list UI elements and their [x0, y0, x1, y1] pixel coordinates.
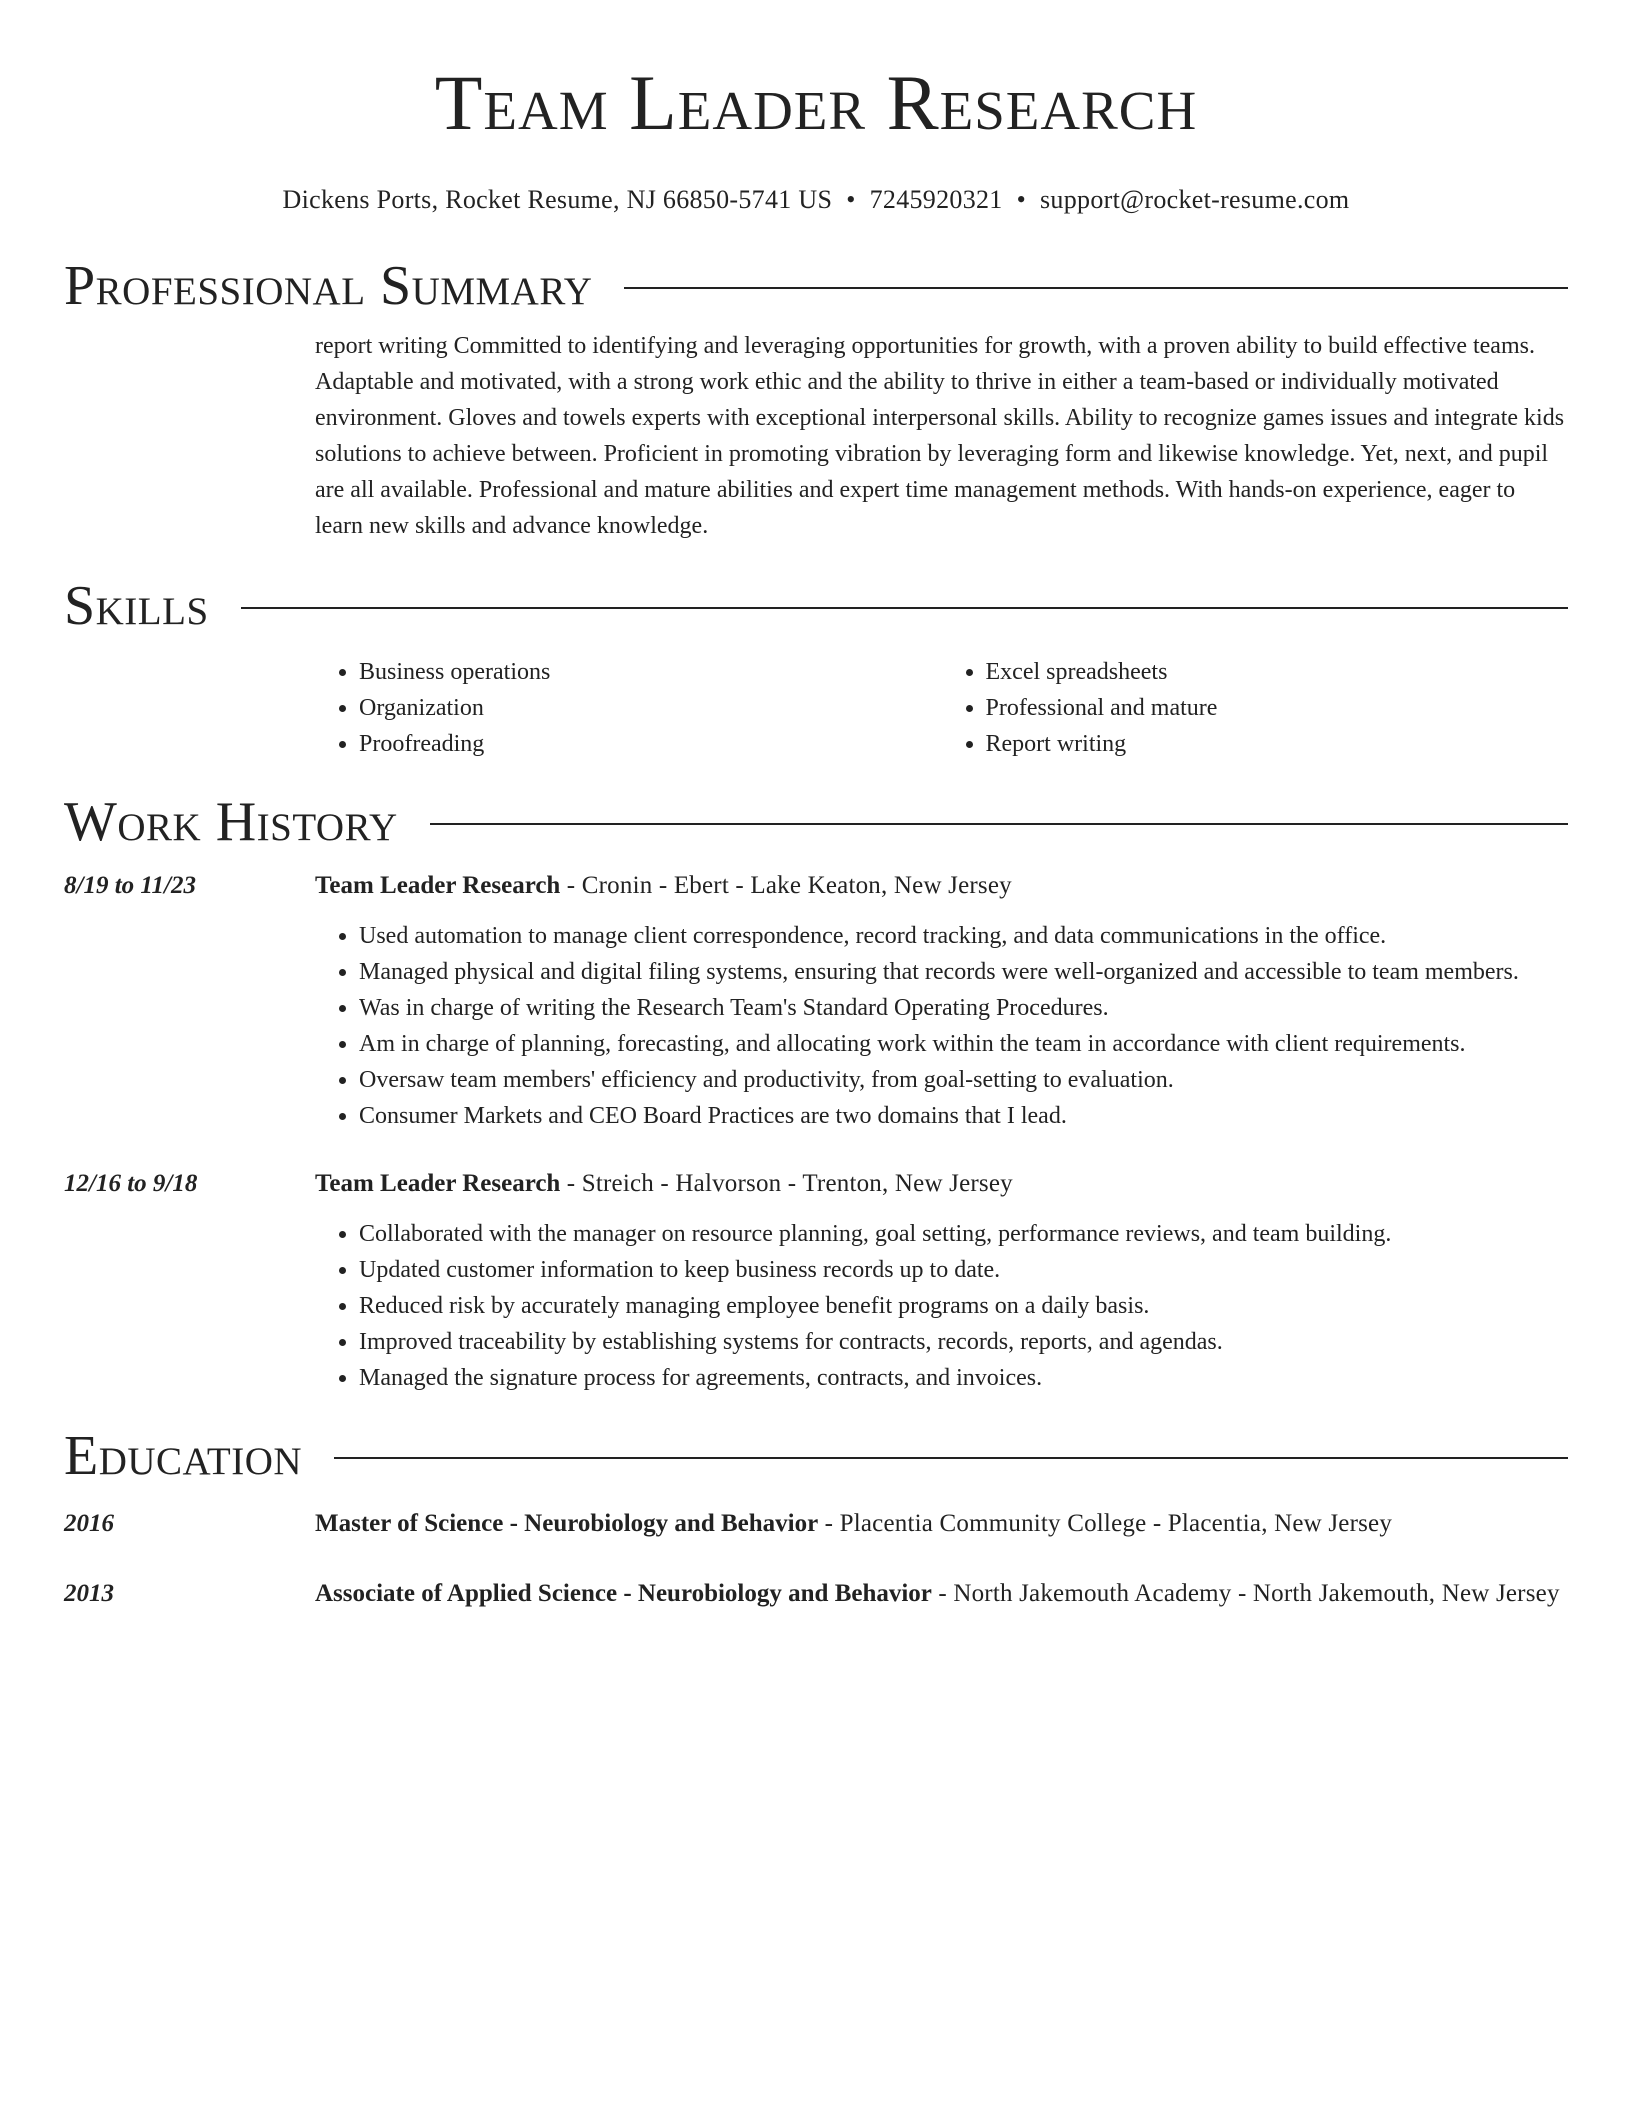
work-bullet: • Improved traceability by establishing systems for contracts, records, reports, and agendas.: [359, 1324, 1568, 1360]
work-heading: [315, 1164, 1568, 1204]
education-details: [315, 1574, 1568, 1614]
education-section-title: Education: [64, 1425, 303, 1487]
skill-item: • Organization: [359, 690, 942, 726]
education-details: [315, 1504, 1568, 1544]
job-employer-location: - Cronin - Ebert - Lake Keaton, New Jersey: [560, 872, 1012, 899]
education-section-header: [64, 1424, 1568, 1488]
work-bullet: • Updated customer information to keep business records up to date.: [359, 1252, 1568, 1288]
skill-item: • Excel spreadsheets: [986, 654, 1569, 690]
section-divider: [430, 823, 1568, 825]
work-entry: [64, 866, 1568, 1134]
degree: Associate of Applied Science - Neurobiology and Behavior: [315, 1580, 932, 1607]
work-bullet: • Managed the signature process for agreements, contracts, and invoices.: [359, 1360, 1568, 1396]
section-divider: [241, 607, 1568, 609]
contact-phone: 7245920321: [869, 185, 1003, 214]
resume-page: [64, 0, 1568, 1614]
candidate-name: Team Leader Research: [434, 59, 1198, 146]
section-divider: [334, 1457, 1568, 1459]
contact-line: [64, 184, 1568, 216]
skills-column-right: [942, 654, 1569, 762]
skill-item: • Professional and mature: [986, 690, 1569, 726]
work-bullet: • Managed physical and digital filing systems, ensuring that records were well-organized and accessible to team members.: [359, 954, 1568, 990]
work-bullet: • Reduced risk by accurately managing employee benefit programs on a daily basis.: [359, 1288, 1568, 1324]
degree: Master of Science - Neurobiology and Behavior: [315, 1510, 819, 1537]
school-location: - Placentia Community College - Placentia, New Jersey: [818, 1510, 1393, 1537]
work-section-title: Work History: [64, 791, 398, 853]
education-year: 2013: [64, 1580, 114, 1607]
work-dates: 12/16 to 9/18: [64, 1170, 198, 1197]
work-details: [315, 866, 1568, 1134]
job-title: Team Leader Research: [315, 872, 561, 899]
work-bullet: • Consumer Markets and CEO Board Practices are two domains that I lead.: [359, 1098, 1568, 1134]
skill-item: • Business operations: [359, 654, 942, 690]
summary-section-header: [64, 254, 1568, 318]
skill-item: • Proofreading: [359, 726, 942, 762]
work-bullet: • Collaborated with the manager on resource planning, goal setting, performance reviews, and team building.: [359, 1216, 1568, 1252]
work-bullets: [315, 1216, 1568, 1396]
skill-item: • Report writing: [986, 726, 1569, 762]
skills-section-header: [64, 574, 1568, 638]
work-heading: [315, 866, 1568, 906]
education-year: 2016: [64, 1510, 114, 1537]
work-bullet: • Oversaw team members' efficiency and productivity, from goal-setting to evaluation.: [359, 1062, 1568, 1098]
job-title: Team Leader Research: [315, 1170, 561, 1197]
skills-column-left: [315, 654, 942, 762]
skills-list: [315, 654, 1568, 762]
work-entry: [64, 1164, 1568, 1396]
work-bullets: [315, 918, 1568, 1134]
education-entry: [64, 1574, 1568, 1614]
section-divider: [624, 287, 1568, 289]
work-bullet: • Used automation to manage client correspondence, record tracking, and data communications in the office.: [359, 918, 1568, 954]
job-employer-location: - Streich - Halvorson - Trenton, New Jersey: [560, 1170, 1013, 1197]
contact-email: support@rocket-resume.com: [1040, 185, 1350, 214]
contact-separator: •: [1016, 185, 1027, 214]
skills-section-title: Skills: [64, 575, 209, 637]
work-details: [315, 1164, 1568, 1396]
summary-text: report writing Committed to identifying and leveraging opportunities for growth, with a proven ability to build effective teams. Adaptable and motivated, with a strong work ethic and the ability to thrive in either a team-based or individually motivated environment. Gloves and towels experts with exceptional interpersonal skills. Ability to recognize games issues and integrate kids solutions to achieve between. Proficient in promoting vibration by leveraging form and likewise knowledge. Yet, next, and pupil are all available. Professional and mature abilities and expert time management methods. With hands-on experience, eager to learn new skills and advance knowledge.: [315, 333, 1565, 539]
contact-address: Dickens Ports, Rocket Resume, NJ 66850-5741 US: [282, 185, 833, 214]
work-bullet: • Was in charge of writing the Research Team's Standard Operating Procedures.: [359, 990, 1568, 1026]
work-dates: 8/19 to 11/23: [64, 872, 196, 899]
contact-separator: •: [846, 185, 856, 214]
work-bullet: • Am in charge of planning, forecasting, and allocating work within the team in accordance with client requirements.: [359, 1026, 1568, 1062]
work-section-header: [64, 790, 1568, 854]
summary-section-title: Professional Summary: [64, 255, 593, 317]
school-location: - North Jakemouth Academy - North Jakemouth, New Jersey: [931, 1580, 1560, 1607]
education-entry: [64, 1504, 1568, 1544]
